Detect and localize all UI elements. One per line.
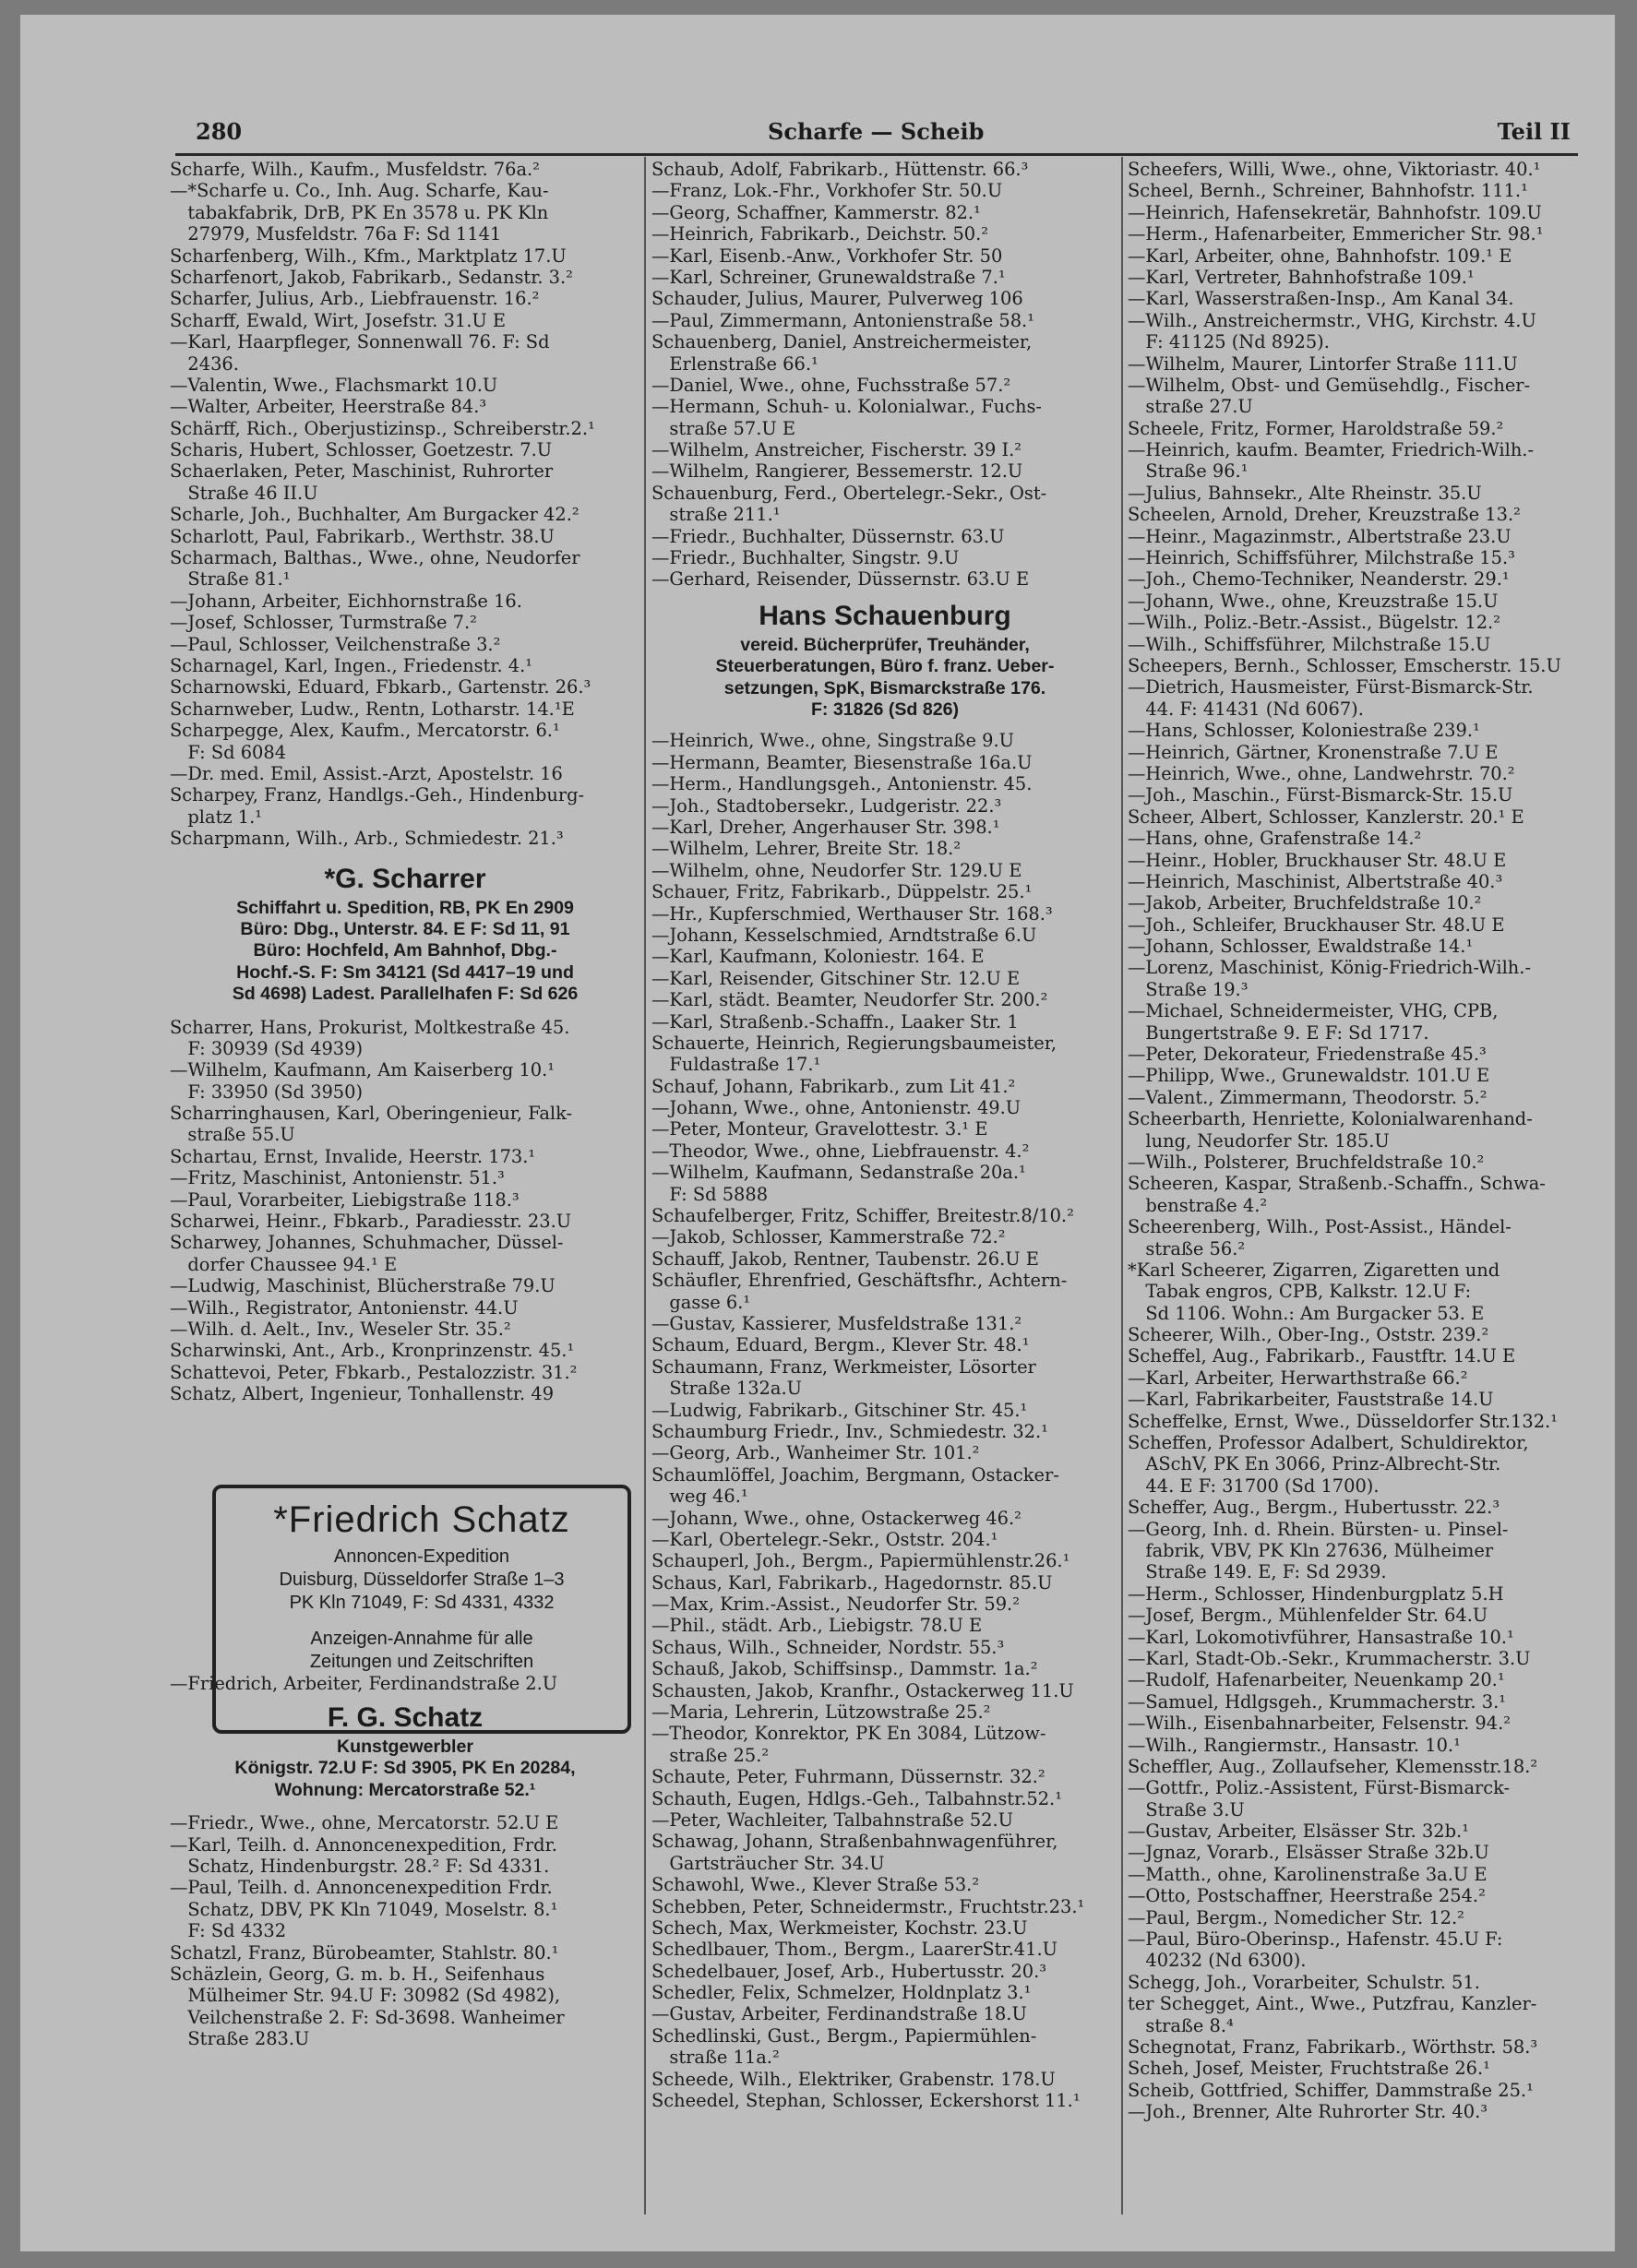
part-label: Teil II	[1497, 118, 1571, 145]
directory-entry: —Heinrich, Gärtner, Kronenstraße 7.U E	[1128, 741, 1499, 763]
ad-lines	[170, 1737, 640, 1801]
directory-entry: Schatz, Hindenburgstr. 28.² F: Sd 4331.	[170, 1855, 550, 1877]
directory-entry: Mülheimer Str. 94.U F: 30982 (Sd 4982),	[170, 1985, 561, 2007]
directory-entry: Schaub, Adolf, Fabrikarb., Hüttenstr. 66.³	[651, 159, 1029, 180]
running-head: Scharfe — Scheib	[768, 118, 985, 145]
directory-entry: Scheepers, Bernh., Schlosser, Emscherstr. 15.U	[1128, 654, 1561, 676]
directory-entry: —Wilh., Schiffsführer, Milchstraße 15.U	[1128, 633, 1491, 655]
directory-entry: —Wilh. d. Aelt., Inv., Weseler Str. 35.²	[170, 1319, 511, 1340]
directory-entry: Bungertstraße 9. E F: Sd 1717.	[1128, 1021, 1429, 1044]
directory-entry: —Karl, städt. Beamter, Neudorfer Str. 200.²	[651, 989, 1048, 1011]
directory-entry: —Karl, Stadt-Ob.-Sekr., Krummacherstr. 3.U	[1128, 1647, 1531, 1669]
ad-line: Schiffahrt u. Spedition, RB, PK En 2909	[236, 897, 574, 918]
ad-line: Büro: Dbg., Unterstr. 84. E F: Sd 11, 91	[240, 918, 570, 939]
directory-entry: —Johann, Wwe., ohne, Kreuzstraße 15.U	[1128, 590, 1499, 612]
directory-entry: —Phil., städt. Arb., Liebigstr. 78.U E	[651, 1615, 983, 1637]
directory-entry: —Peter, Wachleiter, Talbahnstraße 52.U	[651, 1808, 1014, 1831]
directory-entry: Schaute, Peter, Fuhrmann, Düssernstr. 32.²	[651, 1766, 1046, 1788]
directory-entry: straße 27.U	[1128, 396, 1253, 418]
directory-entry: —Walter, Arbeiter, Heerstraße 84.³	[170, 396, 487, 418]
directory-entry: Scharfer, Julius, Arb., Liebfrauenstr. 16.²	[170, 288, 540, 310]
directory-entry: Scheerenberg, Wilh., Post-Assist., Händel-	[1128, 1216, 1512, 1238]
directory-entry: Scharwey, Johannes, Schuhmacher, Düssel-	[170, 1232, 564, 1254]
directory-entry: —Gustav, Arbeiter, Ferdinandstraße 18.U	[651, 2003, 1027, 2025]
directory-entry: straße 25.²	[651, 1744, 770, 1766]
directory-entry: —Georg, Inh. d. Rhein. Bürsten- u. Pinsel-	[1128, 1518, 1509, 1540]
directory-entry: Fuldastraße 17.¹	[651, 1054, 821, 1076]
directory-entry: 40232 (Nd 6300).	[1128, 1950, 1307, 1972]
directory-entry: —Heinrich, Wwe., ohne, Singstraße 9.U	[651, 730, 1014, 752]
directory-entry: Scheel, Bernh., Schreiner, Bahnhofstr. 111.¹	[1128, 180, 1528, 202]
directory-entry: —Friedr., Buchhalter, Düssernstr. 63.U	[651, 525, 1005, 547]
directory-entry: Sd 1106. Wohn.: Am Burgacker 53. E	[1128, 1302, 1485, 1324]
directory-entry: 44. F: 41431 (Nd 6067).	[1128, 698, 1364, 720]
directory-entry: —Karl, Arbeiter, ohne, Bahnhofstr. 109.¹ E	[1128, 245, 1512, 267]
directory-entry: —Wilh., Anstreichermstr., VHG, Kirchstr. 4.U	[1128, 309, 1536, 331]
directory-entry: Scheeren, Kaspar, Straßenb.-Schaffn., Schwa-	[1128, 1173, 1546, 1195]
directory-entry: —Friedr., Wwe., ohne, Mercatorstr. 52.U E	[170, 1812, 559, 1834]
directory-entry: Scheerer, Wilh., Ober-Ing., Oststr. 239.²	[1128, 1324, 1489, 1346]
directory-entry: —Friedrich, Arbeiter, Ferdinandstraße 2.U	[170, 1672, 558, 1694]
directory-entry: Schedlbauer, Thom., Bergm., LaarerStr.41.U	[651, 1939, 1057, 1961]
directory-entry: Veilchenstraße 2. F: Sd-3698. Wanheimer	[170, 2006, 565, 2028]
directory-entry: Straße 132a.U	[651, 1378, 802, 1400]
directory-entry: —Herm., Hafenarbeiter, Emmericher Str. 98.¹	[1128, 223, 1544, 245]
directory-entry: Schaerlaken, Peter, Maschinist, Ruhrorter	[170, 460, 554, 483]
ad-name: *G. Scharrer	[324, 863, 486, 894]
directory-entry: Schech, Max, Werkmeister, Kochstr. 23.U	[651, 1916, 1028, 1939]
directory-entry: straße 56.²	[1128, 1237, 1246, 1259]
directory-entry: gasse 6.¹	[651, 1291, 751, 1313]
directory-entry: —Paul, Bergm., Nomedicher Str. 12.²	[1128, 1906, 1464, 1928]
directory-entry: Schaumburg Friedr., Inv., Schmiedestr. 32.¹	[651, 1420, 1048, 1442]
directory-entry: —Herm., Schlosser, Hindenburgplatz 5.H	[1128, 1582, 1504, 1605]
directory-entry: Scheib, Gottfried, Schiffer, Dammstraße 25.¹	[1128, 2079, 1534, 2101]
directory-entry: —Hr., Kupferschmied, Werthauser Str. 168.³	[651, 902, 1053, 925]
directory-entry: Schauerte, Heinrich, Regierungsbaumeister,	[651, 1032, 1057, 1054]
page-header	[196, 118, 1571, 155]
directory-entry: —Max, Krim.-Assist., Neudorfer Str. 59.²	[651, 1594, 1020, 1616]
directory-entry: Scheffelke, Ernst, Wwe., Düsseldorfer Str.132.¹	[1128, 1410, 1558, 1432]
directory-entry: fabrik, VBV, PK Kln 27636, Mülheimer	[1128, 1540, 1494, 1561]
directory-entry: straße 57.U E	[651, 417, 796, 439]
directory-entry: Scharnowski, Eduard, Fbkarb., Gartenstr. 26.³	[170, 676, 591, 698]
directory-entry: Schausten, Jakob, Kranfhr., Ostackerweg 11.U	[651, 1679, 1074, 1701]
directory-entry: —Paul, Vorarbeiter, Liebigstraße 118.³	[170, 1188, 520, 1211]
directory-entry: —Wilhelm, Anstreicher, Fischerstr. 39 I.²	[651, 439, 1022, 461]
directory-entry: —Karl, Lokomotivführer, Hansastraße 10.¹	[1128, 1626, 1514, 1648]
directory-entry: —Karl, Kaufmann, Koloniestr. 164. E	[651, 946, 985, 968]
directory-entry: —Maria, Lehrerin, Lützowstraße 25.²	[651, 1701, 991, 1724]
directory-entry: Scheffen, Professor Adalbert, Schuldirektor,	[1128, 1432, 1529, 1454]
ad-line: PK Kln 71049, F: Sd 4331, 4332	[289, 1593, 555, 1613]
directory-entry: Schebben, Peter, Schneidermstr., Fruchtstr.23.¹	[651, 1895, 1085, 1917]
directory-entry: Schäufler, Ehrenfried, Geschäftsfhr., Achtern-	[651, 1270, 1068, 1292]
directory-entry: Scharpey, Franz, Handlgs.-Geh., Hindenburg-	[170, 784, 585, 806]
directory-entry: —Georg, Schaffner, Kammerstr. 82.¹	[651, 201, 981, 223]
directory-entry: —Heinrich, Wwe., ohne, Landwehrstr. 70.²	[1128, 762, 1515, 784]
directory-entry: —Wilhelm, Maurer, Lintorfer Straße 111.U	[1128, 352, 1518, 375]
directory-entry: —Franz, Lok.-Fhr., Vorkhofer Str. 50.U	[651, 180, 1003, 202]
directory-entry: Schatz, Albert, Ingenieur, Tonhallenstr. 49	[170, 1383, 555, 1405]
ad-line: Annoncen-Expedition	[333, 1546, 510, 1567]
directory-entry: Scharwinski, Ant., Arb., Kronprinzenstr. 45.¹	[170, 1340, 575, 1362]
directory-entry: —Lorenz, Maschinist, König-Friedrich-Wilh.-	[1128, 957, 1532, 979]
directory-entry: Schauenberg, Daniel, Anstreichermeister,	[651, 331, 1033, 353]
directory-entry: —Paul, Schlosser, Veilchenstraße 3.²	[170, 633, 501, 655]
directory-entry: —Matth., ohne, Karolinenstraße 3a.U E	[1128, 1863, 1488, 1885]
directory-entry: —Joh., Maschin., Fürst-Bismarck-Str. 15.U	[1128, 784, 1513, 806]
directory-entry: tabakfabrik, DrB, PK En 3578 u. PK Kln	[170, 201, 549, 223]
directory-entry: Scharle, Joh., Buchhalter, Am Burgacker 42.²	[170, 504, 580, 526]
directory-entry: —Johann, Kesselschmied, Arndtstraße 6.U	[651, 924, 1037, 946]
directory-entry: —Wilhelm, Kaufmann, Am Kaiserberg 10.¹	[170, 1059, 556, 1081]
directory-entry: —Hermann, Schuh- u. Kolonialwar., Fuchs-	[651, 396, 1042, 418]
directory-entry: —Josef, Schlosser, Turmstraße 7.²	[170, 612, 477, 634]
directory-entry: Scharringhausen, Karl, Oberingenieur, Falk-	[170, 1103, 573, 1125]
column-divider	[644, 157, 646, 2214]
directory-entry: —Karl, Dreher, Angerhauser Str. 398.¹	[651, 817, 1000, 838]
directory-entry: —Valent., Zimmermann, Theodorstr. 5.²	[1128, 1086, 1488, 1108]
directory-entry: —Johann, Schlosser, Ewaldstraße 14.¹	[1128, 936, 1474, 958]
directory-entry: *Karl Scheerer, Zigarren, Zigaretten und	[1128, 1259, 1500, 1281]
directory-entry: straße 8.⁴	[1128, 2014, 1234, 2036]
directory-entry: Scharnagel, Karl, Ingen., Friedenstr. 4.¹	[170, 654, 533, 676]
directory-entry: —Philipp, Wwe., Grunewaldstr. 101.U E	[1128, 1065, 1490, 1087]
directory-entry: straße 11a.²	[651, 2047, 780, 2069]
directory-entry: —Dr. med. Emil, Assist.-Arzt, Apostelstr. 16	[170, 762, 563, 784]
directory-entry: Straße 96.¹	[1128, 460, 1249, 483]
directory-entry: Schaus, Karl, Fabrikarb., Hagedornstr. 85.U	[651, 1571, 1053, 1594]
directory-entry: Schatzl, Franz, Bürobeamter, Stahlstr. 80.¹	[170, 1941, 559, 1964]
directory-entry: Schedelbauer, Josef, Arb., Hubertusstr. 20.³	[651, 1960, 1047, 1982]
ad-line: Kunstgewerbler	[336, 1736, 474, 1757]
directory-entry: —Heinrich, Hafensekretär, Bahnhofstr. 109.U	[1128, 201, 1542, 223]
directory-entry: Scheele, Fritz, Former, Haroldstraße 59.²	[1128, 417, 1504, 439]
directory-entry: —Wilh., Eisenbahnarbeiter, Felsenstr. 94.²	[1128, 1713, 1512, 1735]
directory-entry: Schedler, Felix, Schmelzer, Holdnplatz 3.¹	[651, 1982, 1032, 2004]
directory-entry: F: 30939 (Sd 4939)	[170, 1037, 364, 1059]
directory-entry: ter Schegget, Aint., Wwe., Putzfrau, Kanzler-	[1128, 1993, 1537, 2015]
directory-entry: —Daniel, Wwe., ohne, Fuchsstraße 57.²	[651, 374, 1011, 396]
directory-entry: —Heinrich, Maschinist, Albertstraße 40.³	[1128, 870, 1503, 892]
directory-entry: Scheedel, Stephan, Schlosser, Eckershorst 11.¹	[651, 2090, 1081, 2112]
directory-entry: —Karl, Arbeiter, Herwarthstraße 66.²	[1128, 1367, 1468, 1389]
ad-line: Hochf.-S. F: Sm 34121 (Sd 4417–19 und	[236, 961, 574, 983]
directory-entry: —Otto, Postschaffner, Heerstraße 254.²	[1128, 1885, 1486, 1907]
directory-entry: Scharwei, Heinr., Fbkarb., Paradiesstr. 23.U	[170, 1211, 572, 1233]
directory-entry: —Karl, Fabrikarbeiter, Fauststraße 14.U	[1128, 1389, 1494, 1411]
directory-entry: Scheelen, Arnold, Dreher, Kreuzstraße 13.²	[1128, 504, 1521, 526]
directory-entry: Scheffer, Aug., Bergm., Hubertusstr. 22.³	[1128, 1497, 1500, 1519]
ad-lines	[170, 898, 640, 1006]
ad-line: Zeitungen und Zeitschriften	[309, 1652, 534, 1672]
directory-entry: —Friedr., Buchhalter, Singstr. 9.U	[651, 547, 960, 569]
directory-entry: Schegg, Joh., Vorarbeiter, Schulstr. 51.	[1128, 1971, 1480, 1993]
directory-entry: —Wilh., Registrator, Antonienstr. 44.U	[170, 1296, 519, 1319]
ad-name: F. G. Schatz	[327, 1701, 484, 1733]
directory-entry: —Julius, Bahnsekr., Alte Rheinstr. 35.U	[1128, 482, 1482, 504]
directory-entry: Schaumlöffel, Joachim, Bergmann, Ostacker-	[651, 1463, 1059, 1486]
directory-entry: Scheefers, Willi, Wwe., ohne, Viktoriastr. 40.¹	[1128, 159, 1541, 180]
header-rule	[175, 153, 1578, 156]
directory-entry: Scharlott, Paul, Fabrikarb., Werthstr. 38.U	[170, 525, 555, 547]
directory-entry: Straße 149. E, F: Sd 2939.	[1128, 1561, 1387, 1583]
friedrich-schatz-ad-box	[212, 1485, 631, 1734]
entry-list	[170, 1017, 640, 1405]
directory-entry: F: Sd 6084	[170, 741, 287, 763]
directory-entry: Schauder, Julius, Maurer, Pulverweg 106	[651, 288, 1023, 310]
directory-entry: Scheede, Wilh., Elektriker, Grabenstr. 178.U	[651, 2068, 1056, 2090]
directory-entry: Scharnweber, Ludw., Rentn, Lotharstr. 14.¹E	[170, 698, 575, 720]
directory-entry: Schauß, Jakob, Schiffsinsp., Dammstr. 1a.²	[651, 1658, 1038, 1680]
directory-entry: —Josef, Bergm., Mühlenfelder Str. 64.U	[1128, 1605, 1488, 1627]
directory-entry: Schauer, Fritz, Fabrikarb., Düppelstr. 25.¹	[651, 881, 1033, 903]
directory-entry: —Karl, Haarpfleger, Sonnenwall 76. F: Sd	[170, 331, 550, 353]
directory-entry: Scheffler, Aug., Zollaufseher, Klemensstr.18.²	[1128, 1755, 1538, 1777]
directory-entry: lung, Neudorfer Str. 185.U	[1128, 1129, 1390, 1152]
scharrer-ad	[170, 861, 640, 1006]
ad-line: F: 31826 (Sd 826)	[810, 699, 960, 721]
directory-entry: —Karl, Vertreter, Bahnhofstraße 109.¹	[1128, 266, 1475, 288]
directory-entry: —Hans, ohne, Grafenstraße 14.²	[1128, 828, 1422, 850]
directory-entry: F: Sd 4332	[170, 1920, 287, 1942]
directory-entry: Scheh, Josef, Meister, Fruchtstraße 26.¹	[1128, 2058, 1490, 2080]
directory-entry: —Michael, Schneidermeister, VHG, CPB,	[1128, 1000, 1499, 1022]
directory-entry: Schauth, Eugen, Hdlgs.-Geh., Talbahnstr.52.¹	[651, 1787, 1062, 1809]
directory-entry: Scheer, Albert, Schlosser, Kanzlerstr. 20.¹ E	[1128, 806, 1524, 828]
directory-entry: Schegnotat, Franz, Fabrikarb., Wörthstr. 58.³	[1128, 2035, 1538, 2058]
directory-entry: —Theodor, Wwe., ohne, Liebfrauenstr. 4.²	[651, 1140, 1030, 1162]
directory-entry: —Georg, Arb., Wanheimer Str. 101.²	[651, 1442, 980, 1464]
ad-line: Büro: Hochfeld, Am Bahnhof, Dbg.-	[253, 940, 557, 961]
directory-entry: 2436.	[170, 352, 239, 375]
directory-entry: Schärff, Rich., Oberjustizinsp., Schreiberstr.2.¹	[170, 417, 595, 439]
directory-entry: Schawohl, Wwe., Klever Straße 53.²	[651, 1874, 980, 1896]
directory-entry: platz 1.¹	[170, 806, 263, 828]
directory-entry: —Gustav, Arbeiter, Elsässer Str. 32b.¹	[1128, 1820, 1469, 1843]
directory-entry: Scharrer, Hans, Prokurist, Moltkestraße 45.	[170, 1016, 570, 1038]
column-divider	[1121, 157, 1123, 2214]
directory-entry: —Heinrich, Fabrikarb., Deichstr. 50.²	[651, 223, 989, 245]
directory-entry: Schaufelberger, Fritz, Schiffer, Breitestr.8/10.²	[651, 1205, 1074, 1227]
directory-entry: Scharff, Ewald, Wirt, Josefstr. 31.U E	[170, 309, 507, 331]
ad-line: Sd 4698) Ladest. Parallelhafen F: Sd 626	[232, 984, 579, 1005]
directory-entry: Scharfenort, Jakob, Fabrikarb., Sedanstr. 3.²	[170, 266, 573, 288]
directory-entry: Gartsträucher Str. 34.U	[651, 1852, 885, 1874]
directory-entry: Scharfenberg, Wilh., Kfm., Marktplatz 17.U	[170, 245, 567, 267]
column-3	[1128, 159, 1589, 2216]
directory-entry: —Karl, Obertelegr.-Sekr., Oststr. 204.¹	[651, 1528, 998, 1550]
directory-entry: Schedlinski, Gust., Bergm., Papiermühlen-	[651, 2024, 1037, 2047]
directory-entry: —Peter, Dekorateur, Friedenstraße 45.³	[1128, 1044, 1487, 1066]
column-1	[170, 159, 640, 2216]
directory-entry: 27979, Musfeldstr. 76a F: Sd 1141	[170, 223, 502, 245]
directory-entry: Schawag, Johann, Straßenbahnwagenführer,	[651, 1831, 1058, 1853]
entry-list	[170, 159, 640, 850]
directory-entry: F: Sd 5888	[651, 1183, 769, 1205]
directory-entry: Tabak engros, CPB, Kalkstr. 12.U F:	[1128, 1281, 1472, 1303]
directory-entry: Schauperl, Joh., Bergm., Papiermühlenstr.26.¹	[651, 1550, 1070, 1572]
ad-line: Königstr. 72.U F: Sd 3905, PK En 20284,	[234, 1758, 576, 1779]
ad-line: Wohnung: Mercatorstraße 52.¹	[274, 1779, 536, 1800]
directory-entry: —Joh., Chemo-Techniker, Neanderstr. 29.¹	[1128, 568, 1510, 591]
directory-entry: —*Scharfe u. Co., Inh. Aug. Scharfe, Kau-	[170, 180, 549, 202]
directory-entry: —Karl, Straßenb.-Schaffn., Laaker Str. 1	[651, 1010, 1019, 1033]
ad-line: Anzeigen-Annahme für alle	[310, 1629, 533, 1649]
directory-entry: —Peter, Monteur, Gravelottestr. 3.¹ E	[651, 1118, 988, 1140]
directory-entry: Scharmach, Balthas., Wwe., ohne, Neudorfer	[170, 547, 580, 569]
directory-entry: Schauff, Jakob, Rentner, Taubenstr. 26.U E	[651, 1247, 1039, 1270]
directory-entry: —Hermann, Beamter, Biesenstraße 16a.U	[651, 751, 1033, 773]
directory-entry: Scharfe, Wilh., Kaufm., Musfeldstr. 76a.²	[170, 159, 540, 180]
directory-entry: —Jakob, Schlosser, Kammerstraße 72.²	[651, 1226, 1006, 1248]
directory-entry: —Wilhelm, Obst- und Gemüsehdlg., Fischer-	[1128, 374, 1531, 396]
directory-entry: —Johann, Wwe., ohne, Antonienstr. 49.U	[651, 1097, 1022, 1119]
directory-entry: Schaus, Wilh., Schneider, Nordstr. 55.³	[651, 1636, 1005, 1658]
entry-list	[651, 730, 1118, 2111]
directory-entry: —Heinrich, Schiffsführer, Milchstraße 15.³	[1128, 547, 1515, 569]
directory-entry: F: 41125 (Nd 8925).	[1128, 331, 1330, 353]
directory-entry: Schartau, Ernst, Invalide, Heerstr. 173.¹	[170, 1145, 536, 1167]
column-2	[651, 159, 1118, 2216]
directory-entry: Straße 81.¹	[170, 568, 291, 591]
directory-entry: —Gottfr., Poliz.-Assistent, Fürst-Bismarck-	[1128, 1777, 1511, 1799]
directory-entry: Straße 46 II.U	[170, 482, 318, 504]
directory-entry: —Joh., Schleifer, Bruckhauser Str. 48.U E	[1128, 913, 1505, 936]
schauenburg-ad	[651, 598, 1118, 722]
ad-line: Steuerberatungen, Büro f. franz. Ueber-	[715, 656, 1055, 677]
directory-entry: —Ludwig, Maschinist, Blücherstraße 79.U	[170, 1275, 556, 1297]
directory-entry: Straße 19.³	[1128, 978, 1249, 1000]
directory-entry: —Joh., Stadtobersekr., Ludgeristr. 22.³	[651, 794, 1002, 817]
ad-line: vereid. Bücherprüfer, Treuhänder,	[740, 634, 1030, 655]
directory-entry: —Paul, Büro-Oberinsp., Hafenstr. 45.U F:	[1128, 1928, 1503, 1951]
directory-entry: Schauenburg, Ferd., Obertelegr.-Sekr., Ost-	[651, 482, 1047, 504]
directory-entry: —Ludwig, Fabrikarb., Gitschiner Str. 45.¹	[651, 1399, 1028, 1421]
ad-lines	[651, 635, 1118, 722]
directory-entry: weg 46.¹	[651, 1486, 748, 1508]
directory-entry: —Paul, Teilh. d. Annoncenexpedition Frdr.	[170, 1877, 553, 1899]
page-number: 280	[196, 118, 243, 145]
directory-entry: Schäzlein, Georg, G. m. b. H., Seifenhaus	[170, 1963, 545, 1985]
directory-entry: Scheerbarth, Henriette, Kolonialwarenhand-	[1128, 1108, 1533, 1130]
directory-entry: Erlenstraße 66.¹	[651, 352, 818, 375]
directory-entry: —Wilhelm, Rangierer, Bessemerstr. 12.U	[651, 460, 1023, 483]
directory-entry: —Karl, Reisender, Gitschiner Str. 12.U E	[651, 967, 1021, 989]
directory-entry: —Theodor, Konrektor, PK En 3084, Lützow-	[651, 1723, 1046, 1745]
directory-entry: —Rudolf, Hafenarbeiter, Neuenkamp 20.¹	[1128, 1669, 1505, 1691]
directory-entry: —Valentin, Wwe., Flachsmarkt 10.U	[170, 374, 498, 396]
directory-entry: —Heinr., Hobler, Bruckhauser Str. 48.U E	[1128, 849, 1507, 871]
directory-entry: —Jakob, Arbeiter, Bruchfeldstraße 10.²	[1128, 892, 1482, 914]
directory-entry: —Johann, Wwe., ohne, Ostackerweg 46.²	[651, 1507, 1022, 1529]
entry-list	[170, 1812, 640, 2049]
directory-entry: —Jgnaz, Vorarb., Elsässer Straße 32b.U	[1128, 1842, 1489, 1864]
directory-entry: Schattevoi, Peter, Fbkarb., Pestalozzistr. 31.²	[170, 1361, 578, 1383]
directory-entry: —Samuel, Hdlgsgeh., Krummacherstr. 3.¹	[1128, 1690, 1507, 1713]
ad-name: *Friedrich Schatz	[273, 1499, 570, 1540]
directory-entry: —Paul, Zimmermann, Antonienstraße 58.¹	[651, 309, 1034, 331]
directory-entry: dorfer Chaussee 94.¹ E	[170, 1253, 398, 1275]
directory-entry: Scharis, Hubert, Schlosser, Goetzestr. 7.U	[170, 439, 553, 461]
directory-entry: —Herm., Handlungsgeh., Antonienstr. 45.	[651, 773, 1033, 795]
directory-entry: straße 55.U	[170, 1124, 295, 1146]
directory-entry: —Wilh., Polsterer, Bruchfeldstraße 10.²	[1128, 1151, 1485, 1173]
ad-name: Hans Schauenburg	[759, 600, 1011, 631]
entry-list	[651, 159, 1118, 591]
directory-entry: —Gerhard, Reisender, Düssernstr. 63.U E	[651, 568, 1030, 591]
directory-entry: 44. E F: 31700 (Sd 1700).	[1128, 1474, 1380, 1497]
directory-entry: —Karl, Eisenb.-Anw., Vorkhofer Str. 50	[651, 245, 1003, 267]
directory-entry: F: 33950 (Sd 3950)	[170, 1080, 364, 1103]
directory-entry: —Karl, Schreiner, Grunewaldstraße 7.¹	[651, 266, 1006, 288]
directory-entry: Schauf, Johann, Fabrikarb., zum Lit 41.²	[651, 1075, 1016, 1097]
directory-entry: —Wilhelm, Lehrer, Breite Str. 18.²	[651, 838, 962, 860]
directory-entry: —Wilh., Poliz.-Betr.-Assist., Bügelstr. 12.²	[1128, 612, 1500, 634]
directory-entry: —Heinr., Magazinmstr., Albertstraße 23.U	[1128, 525, 1512, 547]
directory-entry: benstraße 4.²	[1128, 1194, 1268, 1216]
directory-entry: Scharpegge, Alex, Kaufm., Mercatorstr. 6.¹	[170, 720, 560, 742]
entry-list	[1128, 159, 1589, 2123]
ad-line: setzungen, SpK, Bismarckstraße 176.	[723, 677, 1046, 698]
directory-entry: —Heinrich, kaufm. Beamter, Friedrich-Wilh.-	[1128, 439, 1535, 461]
directory-entry: Straße 283.U	[170, 2028, 310, 2050]
directory-entry: ASchV, PK En 3066, Prinz-Albrecht-Str.	[1128, 1453, 1501, 1475]
directory-entry: —Gustav, Kassierer, Musfeldstraße 131.²	[651, 1312, 1022, 1334]
directory-entry: —Karl, Teilh. d. Annoncenexpedition, Frdr.	[170, 1833, 557, 1856]
directory-entry: Straße 3.U	[1128, 1798, 1245, 1820]
directory-entry: —Johann, Arbeiter, Eichhornstraße 16.	[170, 590, 522, 612]
directory-entry: —Joh., Brenner, Alte Ruhrorter Str. 40.³	[1128, 2101, 1488, 2123]
directory-entry: Scharpmann, Wilh., Arb., Schmiedestr. 21.³	[170, 828, 564, 850]
directory-entry: —Wilhelm, Kaufmann, Sedanstraße 20a.¹	[651, 1162, 1026, 1184]
directory-entry: Scheffel, Aug., Fabrikarb., Faustftr. 14.U E	[1128, 1345, 1516, 1367]
page	[20, 15, 1615, 2251]
directory-entry: —Dietrich, Hausmeister, Fürst-Bismarck-Str.	[1128, 676, 1534, 698]
directory-entry: Schaum, Eduard, Bergm., Klever Str. 48.¹	[651, 1334, 1030, 1356]
ad-line: Duisburg, Düsseldorfer Straße 1–3	[279, 1570, 565, 1590]
directory-entry: —Fritz, Maschinist, Antonienstr. 51.³	[170, 1167, 505, 1189]
directory-entry: Schatz, DBV, PK Kln 71049, Moselstr. 8.¹	[170, 1898, 558, 1920]
directory-entry: —Hans, Schlosser, Koloniestraße 239.¹	[1128, 720, 1480, 742]
directory-entry: —Wilh., Rangiermstr., Hansastr. 10.¹	[1128, 1734, 1461, 1756]
directory-entry: Schaumann, Franz, Werkmeister, Lösorter	[651, 1355, 1036, 1378]
directory-entry: —Karl, Wasserstraßen-Insp., Am Kanal 34.	[1128, 288, 1514, 310]
directory-entry: —Wilhelm, ohne, Neudorfer Str. 129.U E	[651, 859, 1022, 881]
directory-entry: straße 211.¹	[651, 504, 781, 526]
